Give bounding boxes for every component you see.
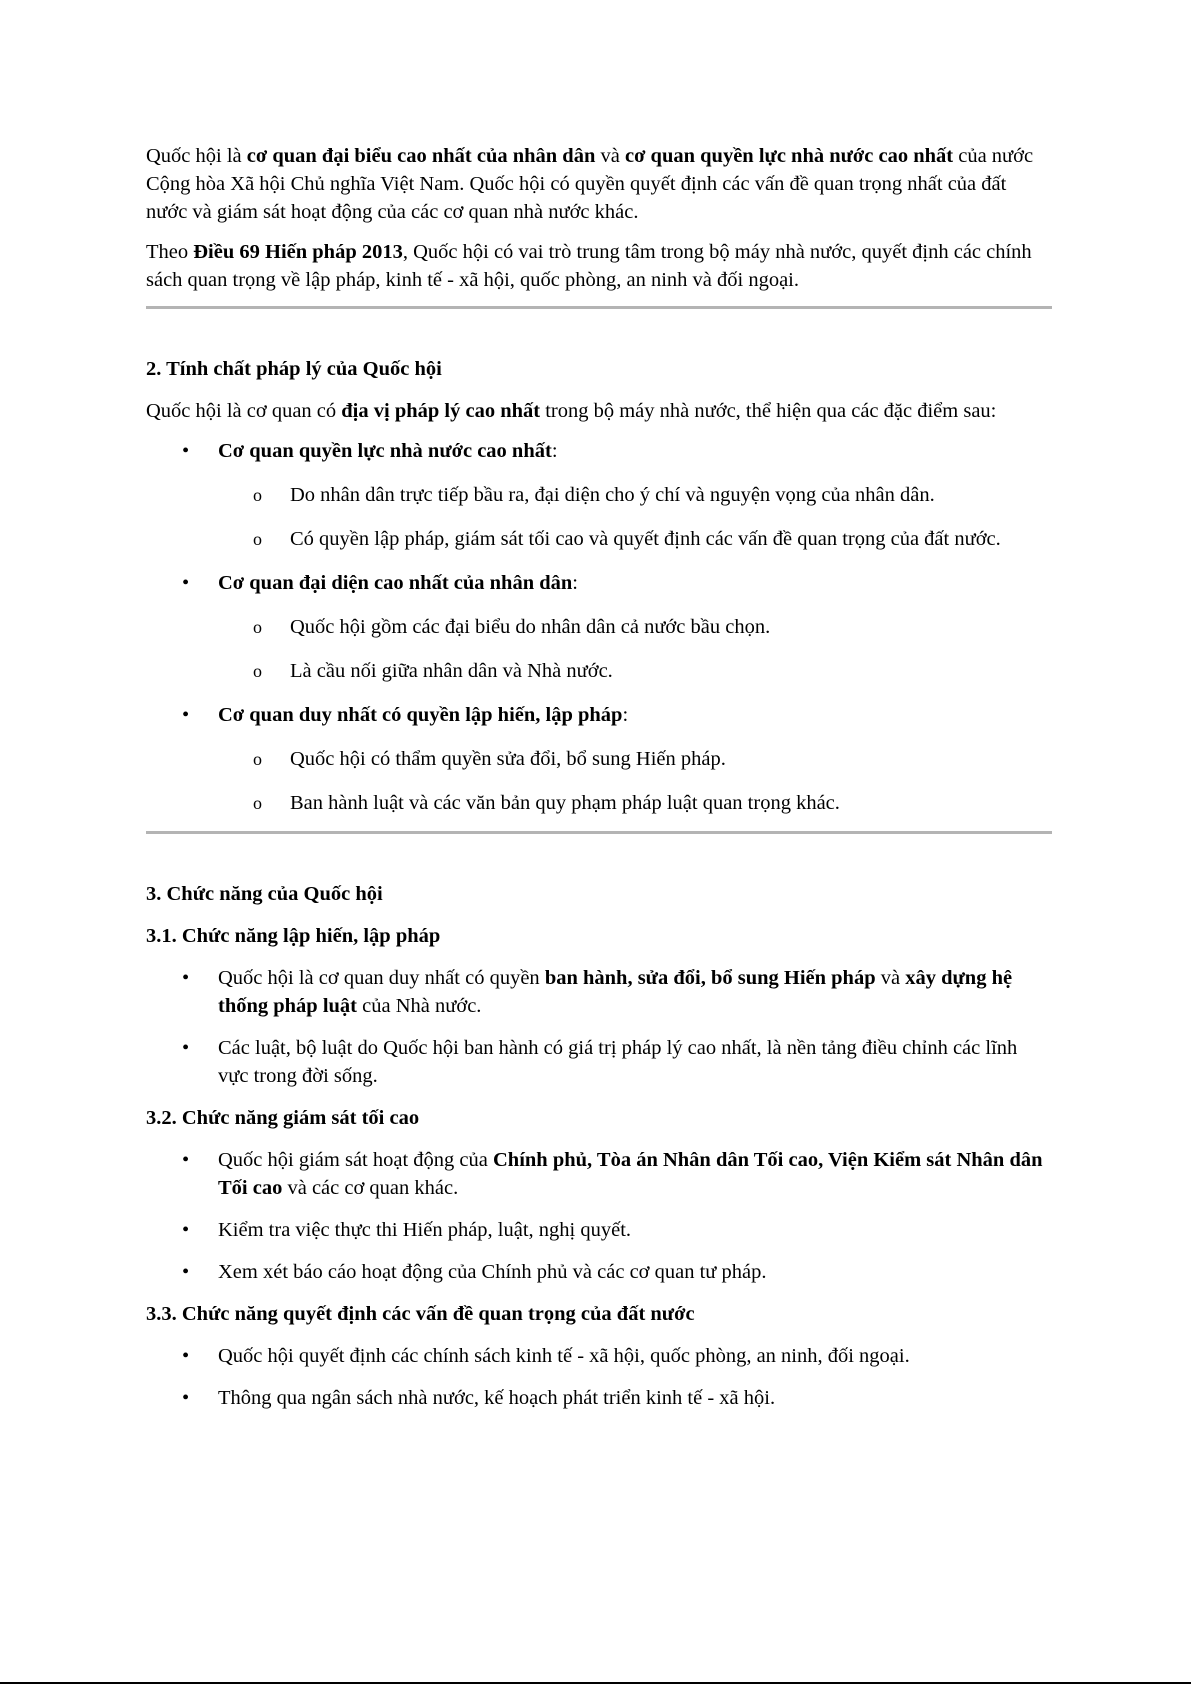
section-3-heading: 3. Chức năng của Quốc hội — [146, 883, 383, 905]
sub-list — [218, 613, 1052, 685]
sub-list-item: o Do nhân dân trực tiếp bầu ra, đại diện cho ý chí và nguyện vọng của nhân dân. — [146, 481, 1052, 509]
list-item: • Các luật, bộ luật do Quốc hội ban hành có giá trị pháp lý cao nhất, là nền tảng điều chỉnh các lĩnh vực trong đời sống. — [146, 1034, 1052, 1090]
list-item: • Quốc hội là cơ quan duy nhất có quyền ban hành, sửa đổi, bổ sung Hiến pháp và xây dựng hệ thống pháp luật của Nhà nước. — [146, 964, 1052, 1020]
section-divider — [146, 306, 1052, 309]
list-item: • Cơ quan đại diện cao nhất của nhân dân: o Quốc hội gồm các đại biểu do nhân dân cả nước bầu chọn. o Là cầu nối giữa nhân dân và Nhà nước. — [146, 569, 1052, 685]
section-3-3-heading: 3.3. Chức năng quyết định các vấn đề quan trọng của đất nước — [146, 1303, 695, 1325]
list-item: • Cơ quan duy nhất có quyền lập hiến, lập pháp: o Quốc hội có thẩm quyền sửa đổi, bổ sung Hiến pháp. o Ban hành luật và các văn bản quy phạm pháp luật quan trọng khác. — [146, 701, 1052, 817]
section-2-heading: 2. Tính chất pháp lý của Quốc hội — [146, 358, 442, 380]
sub-list-item: o Quốc hội có thẩm quyền sửa đổi, bổ sung Hiến pháp. — [146, 745, 1052, 773]
section-2-list — [146, 437, 1052, 817]
section-3-1-list — [146, 964, 1052, 1090]
sub-list-item: o Ban hành luật và các văn bản quy phạm pháp luật quan trọng khác. — [146, 789, 1052, 817]
list-item: • Quốc hội giám sát hoạt động của Chính phủ, Tòa án Nhân dân Tối cao, Viện Kiểm sát Nhân dân Tối cao và các cơ quan khác. — [146, 1146, 1052, 1202]
list-item: • Xem xét báo cáo hoạt động của Chính phủ và các cơ quan tư pháp. — [146, 1258, 1052, 1286]
document-page — [146, 142, 1052, 1426]
section-3-2-list — [146, 1146, 1052, 1286]
sub-list — [218, 481, 1052, 553]
sub-list-item: o Là cầu nối giữa nhân dân và Nhà nước. — [146, 657, 1052, 685]
intro-paragraph-1: Quốc hội là cơ quan đại biểu cao nhất của nhân dân và cơ quan quyền lực nhà nước cao nhất của nước Cộng hòa Xã hội Chủ nghĩa Việt Nam. Quốc hội có quyền quyết định các vấn đề quan trọng nhất của đất nước và giám sát hoạt động của các cơ quan nhà nước khác. — [146, 145, 1034, 223]
sub-list-item: o Có quyền lập pháp, giám sát tối cao và quyết định các vấn đề quan trọng của đất nước. — [146, 525, 1052, 553]
section-divider — [146, 831, 1052, 834]
list-item: • Cơ quan quyền lực nhà nước cao nhất: o Do nhân dân trực tiếp bầu ra, đại diện cho ý chí và nguyện vọng của nhân dân. o Có quyền lập pháp, giám sát tối cao và quyết định các vấn đề quan trọng của đất nước. — [146, 437, 1052, 553]
list-item: • Quốc hội quyết định các chính sách kinh tế - xã hội, quốc phòng, an ninh, đối ngoại. — [146, 1342, 1052, 1370]
section-3-1-heading: 3.1. Chức năng lập hiến, lập pháp — [146, 925, 441, 947]
section-3-2-heading: 3.2. Chức năng giám sát tối cao — [146, 1107, 420, 1129]
list-item: • Thông qua ngân sách nhà nước, kế hoạch phát triển kinh tế - xã hội. — [146, 1384, 1052, 1412]
intro-paragraph-2: Theo Điều 69 Hiến pháp 2013, Quốc hội có vai trò trung tâm trong bộ máy nhà nước, quyết định các chính sách quan trọng về lập pháp, kinh tế - xã hội, quốc phòng, an ninh và đối ngoại. — [146, 241, 1032, 291]
sub-list-item: o Quốc hội gồm các đại biểu do nhân dân cả nước bầu chọn. — [146, 613, 1052, 641]
section-3-3-list — [146, 1342, 1052, 1412]
list-item: • Kiểm tra việc thực thi Hiến pháp, luật, nghị quyết. — [146, 1216, 1052, 1244]
section-2-intro: Quốc hội là cơ quan có địa vị pháp lý cao nhất trong bộ máy nhà nước, thể hiện qua các đặc điểm sau: — [146, 400, 997, 422]
page-bottom-border — [0, 1682, 1191, 1684]
sub-list — [218, 745, 1052, 817]
